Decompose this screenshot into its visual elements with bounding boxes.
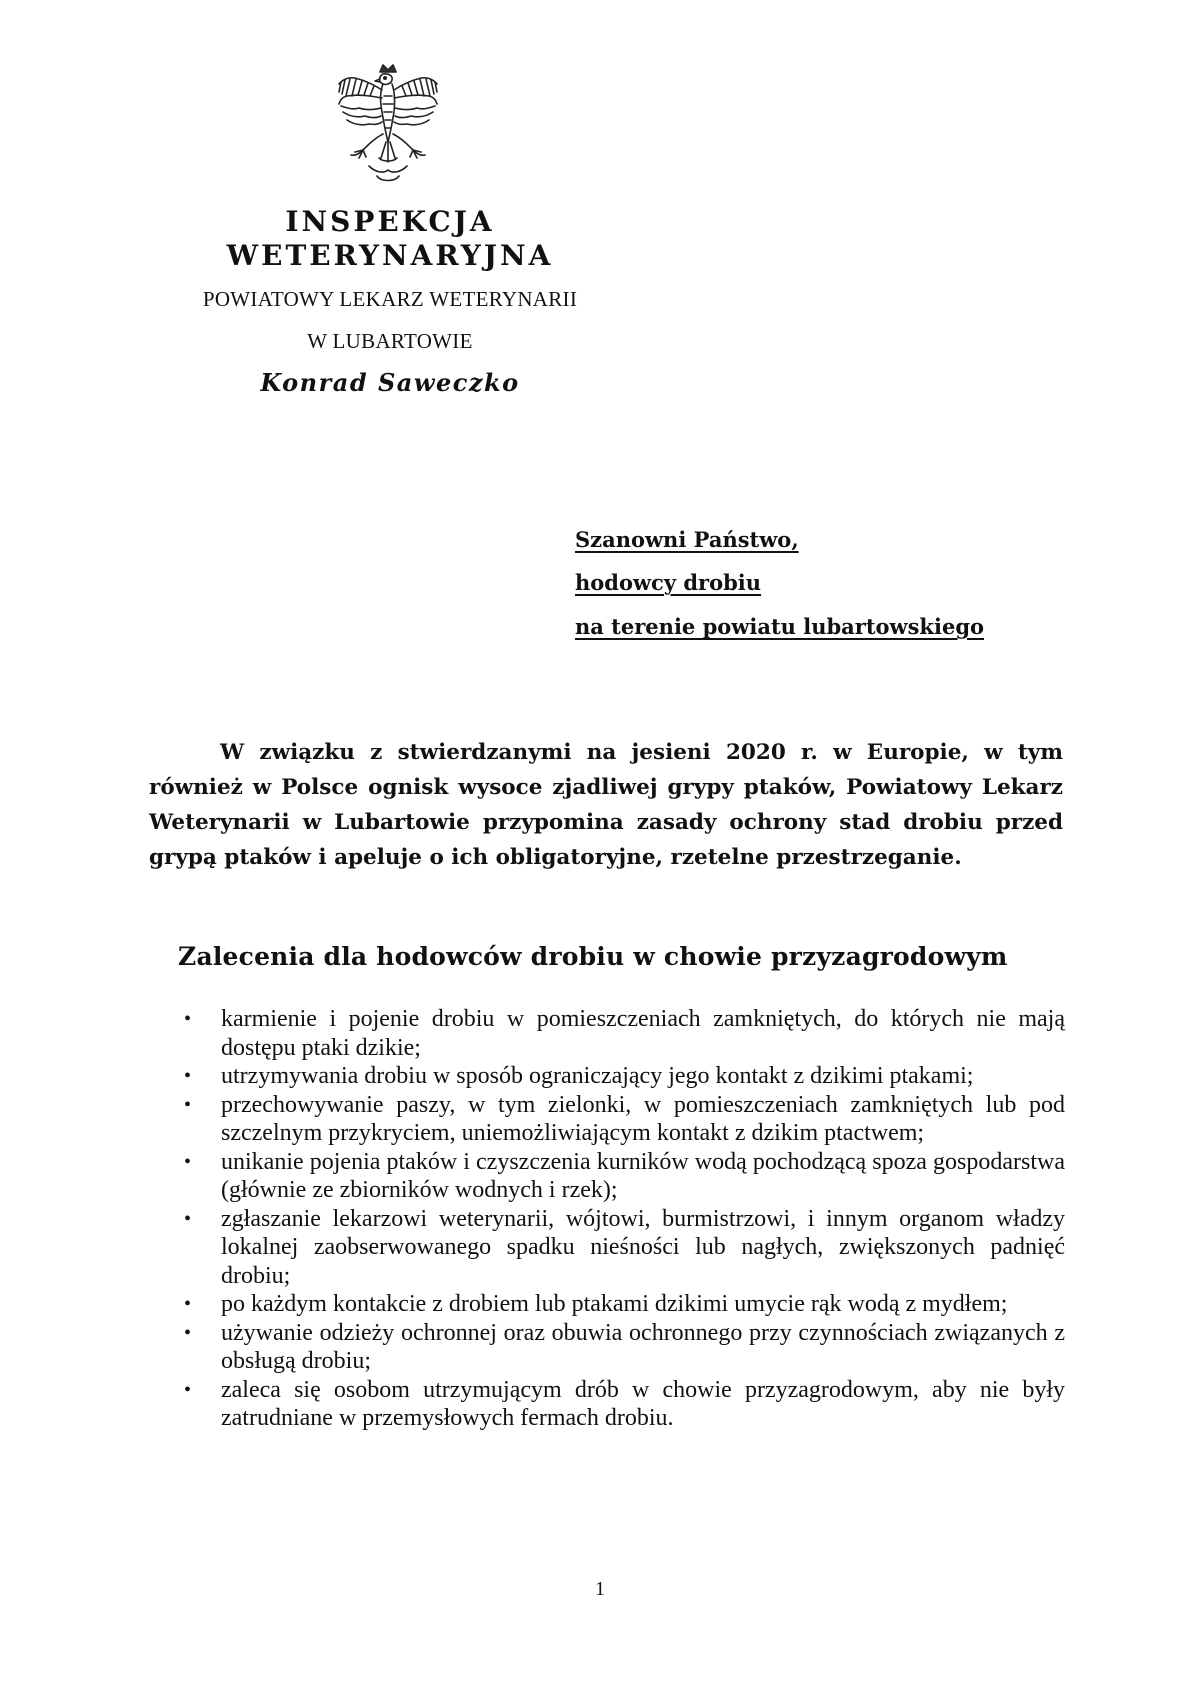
bullet-icon: • — [184, 1378, 192, 1401]
list-item-text: przechowywanie paszy, w tym zielonki, w pomieszczeniach zamkniętych lub pod szczelnym przykryciem, uniemożliwiającym kontakt z dzikim ptactwem; — [221, 1091, 1065, 1146]
bullet-icon: • — [184, 1293, 192, 1315]
list-item — [178, 1005, 1065, 1062]
addressee-line2: hodowcy drobiu — [575, 570, 762, 595]
addressee-line1: Szanowni Państwo, — [575, 527, 799, 552]
office-title-line2: W LUBARTOWIE — [307, 329, 473, 353]
list-item — [178, 1205, 1065, 1291]
addressee-line3: na terenie powiatu lubartowskiego — [575, 614, 985, 639]
bullet-icon: • — [184, 1065, 192, 1087]
list-item-text: unikanie pojenia ptaków i czyszczenia kurników wodą pochodzącą spoza gospodarstwa (głównie ze zbiorników wodnych i rzek); — [221, 1148, 1065, 1203]
org-name-line1: INSPEKCJA — [285, 205, 495, 238]
office-title-line1: POWIATOWY LEKARZ WETERYNARII — [202, 287, 578, 311]
recommendations-list — [178, 1005, 1065, 1433]
list-item-text: zgłaszanie lekarzowi weterynarii, wójtowi, burmistrzowi, i innym organom władzy lokalnej zaobserwowanego spadku nieśności lub nagłych, zwiększonych padnięć drobiu; — [221, 1205, 1065, 1289]
list-item — [178, 1290, 1065, 1319]
polish-eagle-emblem-icon — [333, 62, 443, 190]
bullet-icon: • — [184, 1150, 192, 1173]
list-item-text: używanie odzieży ochronnej oraz obuwia ochronnego przy czynnościach związanych z obsługą drobiu; — [221, 1319, 1065, 1374]
list-item — [178, 1319, 1065, 1376]
bullet-icon: • — [184, 1207, 192, 1230]
official-name: Konrad Saweczko — [260, 368, 520, 397]
org-name-line2: WETERYNARYJNA — [226, 239, 554, 272]
intro-paragraph: W związku z stwierdzanymi na jesieni 2020 r. w Europie, w tym również w Polsce ognisk wysoce zjadliwej grypy ptaków, Powiatowy Lekarz Weterynarii w Lubartowie przypomina zasady ochrony stad drobiu przed grypą ptaków i apeluje o ich obligatoryjne, rzetelne przestrzeganie. — [149, 740, 1063, 870]
bullet-icon: • — [184, 1008, 192, 1030]
list-item — [178, 1376, 1065, 1433]
list-item — [178, 1091, 1065, 1148]
recommendations-heading: Zalecenia dla hodowców drobiu w chowie przyzagrodowym — [178, 942, 1008, 971]
bullet-icon: • — [184, 1321, 192, 1344]
list-item-text: utrzymywania drobiu w sposób ograniczający jego kontakt z dzikimi ptakami; — [221, 1063, 974, 1089]
list-item — [178, 1148, 1065, 1205]
bullet-icon: • — [184, 1093, 192, 1116]
list-item-text: karmienie i pojenie drobiu w pomieszczeniach zamkniętych, do których nie mają dostępu ptaki dzikie; — [221, 1006, 1065, 1061]
list-item-text: po każdym kontakcie z drobiem lub ptakami dzikimi umycie rąk wodą z mydłem; — [221, 1291, 1008, 1317]
list-item — [178, 1062, 1065, 1091]
list-item-text: zaleca się osobom utrzymującym drób w chowie przyzagrodowym, aby nie były zatrudniane w przemysłowych fermach drobiu. — [221, 1376, 1065, 1431]
page-number: 1 — [595, 1578, 605, 1600]
